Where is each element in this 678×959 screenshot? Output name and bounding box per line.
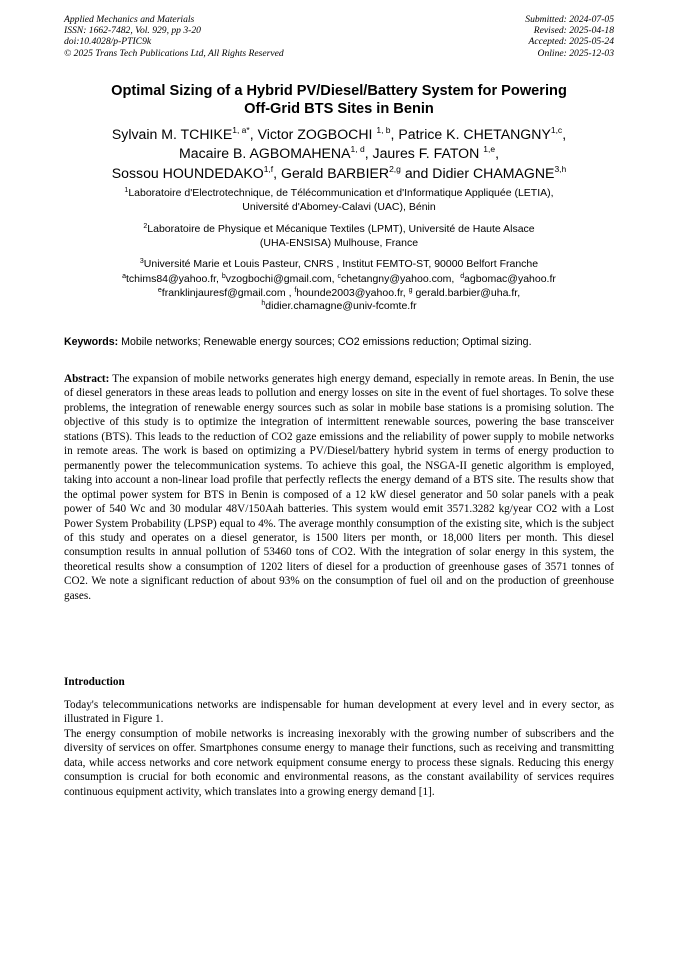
abstract-label: Abstract: — [64, 373, 110, 385]
author-line-2: Macaire B. AGBOMAHENA$^{1, d}$, Jaures F. FATON $^{1,e}$, — [178, 144, 499, 162]
email-line-3 — [64, 300, 614, 314]
author-name: Gerald BARBIER — [280, 164, 390, 181]
email-list — [64, 273, 614, 314]
title-line-1: Optimal Sizing of a Hybrid PV/Diesel/Battery System for Powering — [111, 83, 567, 99]
author-line-1: Sylvain M. $TCHIKE^{1, a*}$, Victor ZOGBOCHI $^{1, b}$, Patrice K. CHETANGNY$^{1,c}$, — [111, 125, 567, 142]
author-sup: 1, d — [350, 144, 365, 155]
email-link[interactable]: gerald.barbier@uha.fr — [415, 286, 518, 299]
email-sup: d — [460, 273, 465, 280]
author-name: Jaures F. FATON — [372, 145, 480, 162]
date-submitted: Submitted: 2024-07-05 — [525, 14, 614, 25]
date-online: Online: 2025-12-03 — [537, 47, 614, 59]
affiliation-line: (UHA-ENSISA) Mulhouse, France — [259, 236, 419, 249]
journal-copyright: © 2025 Trans Tech Publications Ltd, All Rights Reserved — [64, 47, 284, 59]
affiliation-text: Université Marie et Louis Pasteur, CNRS , Institut FEMTO-ST, 90000 Belfort Franche — [143, 258, 539, 270]
email-sup: c — [337, 273, 341, 280]
author-sup: 3,h — [554, 163, 567, 174]
title-line-2: Off-Grid BTS Sites in Benin — [244, 101, 434, 117]
email-link[interactable]: franklinjauresf@gmail.com — [161, 286, 286, 299]
introduction-heading: Introduction — [64, 676, 125, 688]
keywords-label: Keywords: — [64, 336, 119, 348]
publication-dates — [525, 14, 614, 59]
author-line-3: Sossou HOUNDEDAKO$^{1,f}$, Gerald BARBIER$^{2,g}$ and Didier CHAMAGNE$^{3,h}$ — [111, 163, 567, 181]
affiliation-text: Laboratoire d'Electrotechnique, de Télécommunication et d'Informatique Appliquée (LETIA), — [128, 187, 554, 199]
author-name: Sylvain M. TCHIKE — [111, 126, 233, 142]
date-revised: Revised: 2025-04-18 — [533, 25, 614, 37]
journal-name: Applied Mechanics and Materials — [64, 14, 195, 25]
email-sup: h — [261, 300, 266, 307]
author-sup: 1,f — [263, 163, 274, 174]
author-name: Patrice K. CHETANGNY — [398, 126, 551, 142]
email-sup: e — [157, 286, 162, 294]
email-link[interactable]: didier.chamagne@univ-fcomte.fr — [265, 300, 417, 312]
affiliation-sup: 1 — [124, 187, 129, 194]
paragraph: Today's telecommunications networks are indispensable for human development at every level and in every sector, as illustrated in Figure 1. — [64, 699, 614, 726]
email-line-1: $^a$tchims84@yahoo.fr, $^b$vzogbochi@gmail.com, $^c$chetangny@yahoo.com, $^d$agbomac@yahoo.fr — [122, 273, 556, 285]
author-sup: 1,c — [550, 125, 563, 135]
author-name: Didier CHAMAGNE — [432, 164, 555, 181]
affiliation-line: Université d'Abomey-Calavi (UAC), Bénin — [242, 200, 436, 213]
email-link[interactable]: chetangny@yahoo.com — [340, 273, 452, 285]
paragraph: The energy consumption of mobile networks is increasing inexorably with the growing number of subscribers and the diversity of services on offer. Smartphones consume energy to manage their functions, such as receiving and transmitting data, while access networks and core network equipment consume energy to process these signals. Reducing this energy consumption is crucial for both economic and environmental reasons, as the constant availability of services requires continuous equipment activity, which translates into a growing energy demand [1]. — [64, 727, 614, 798]
author-sup: 1, b — [376, 125, 391, 135]
email-sup: b — [221, 273, 226, 280]
affiliation-1 — [64, 187, 614, 214]
email-link[interactable]: hounde2003@yahoo.fr — [296, 286, 403, 299]
author-connector: and — [404, 164, 429, 181]
journal-doi: doi:10.4028/p-PTIC9k — [64, 36, 152, 48]
paper-title — [64, 82, 614, 118]
email-link[interactable]: agbomac@yahoo.fr — [464, 273, 556, 285]
keywords — [64, 335, 616, 349]
affiliation-line — [64, 258, 614, 272]
introduction-body — [64, 698, 614, 799]
email-sup: g — [408, 286, 413, 294]
affiliation-line — [64, 223, 614, 237]
email-line-2: $^e$franklinjauresf@gmail.com , $^f$hounde2003@yahoo.fr, $^g$ gerald.barbier@uha.fr, — [157, 286, 521, 299]
affiliation-sup: 2 — [143, 223, 148, 230]
email-sup: a — [122, 273, 126, 280]
affiliation-text: Laboratoire de Physique et Mécanique Textiles (LPMT), Université de Haute Alsace — [147, 223, 535, 235]
author-sup: 1,e — [483, 144, 496, 155]
date-accepted: Accepted: 2025-05-24 — [528, 36, 614, 48]
author-name: Victor ZOGBOCHI — [257, 126, 373, 142]
affiliation-line — [64, 187, 614, 201]
author-sup: 1, a* — [232, 125, 250, 135]
author-name: Sossou HOUNDEDAKO — [111, 164, 264, 181]
affiliation-2 — [64, 223, 614, 250]
author-name: Macaire B. AGBOMAHENA — [178, 145, 351, 162]
abstract-text: The expansion of mobile networks generates high energy demand, especially in remote areas. In Benin, the use of diesel generators in these areas leads to pollution and energy losses on site in the event of fuel shortages. To solve these problems, the integration of renewable energy sources such as solar in mobile base stations is a promising solution. The objective of this study is to optimize the integration of intermittent renewable sources, powering the base transceiver stations (BTS). This leads to the reduction of CO2 gaze emissions and the reliability of power supply to mobile networks in remote areas. The work is based on optimizing a PV/Diesel/battery hybrid system in terms of energy production to permanently power the telecommunication systems. To achieve this goal, the NSGA-II genetic algorithm is employed, taking into account a non-linear load profile that perfectly reflects the energy demand of a BTS site. The results show that the optimal power system for BTS in Benin is composed of a 12 kW diesel generator and 50 solar panels with a peak power of 540 Wc and 30 modular 48V/150Aah batteries. This system would emit 3571.3282 kg/year CO2 with a Lost Power System Probability (LPSP) equal to 4%. The average monthly consumption of the existing site, which is the subject of this study and operates on a diesel generator, is 1500 liters per month, or 18,000 liters per month. This diesel consumption results in annual pollution of 53460 tons of CO2. With the integration of solar energy in this system, the theoretical results show a consumption of 1202 liters of diesel for a production of greenhouse gases of 3571 tonnes of CO2. We note a significant reduction of about 93% on the consumption of fuel oil and on the production of greenhouse gases. — [64, 373, 614, 602]
affiliation-sup: 3 — [139, 258, 144, 265]
keywords-text: Mobile networks; Renewable energy sources; CO2 emissions reduction; Optimal sizing. — [121, 336, 532, 348]
email-link[interactable]: vzogbochi@gmail.com — [225, 273, 332, 285]
email-sup: f — [294, 286, 297, 294]
affiliation-3 — [64, 258, 614, 272]
email-link[interactable]: tchims84@yahoo.fr — [126, 273, 217, 285]
journal-info — [64, 14, 284, 59]
journal-issn: ISSN: 1662-7482, Vol. 929, pp 3-20 — [64, 25, 201, 37]
abstract — [64, 372, 614, 603]
author-list — [64, 125, 614, 183]
author-sup: 2,g — [389, 163, 401, 174]
